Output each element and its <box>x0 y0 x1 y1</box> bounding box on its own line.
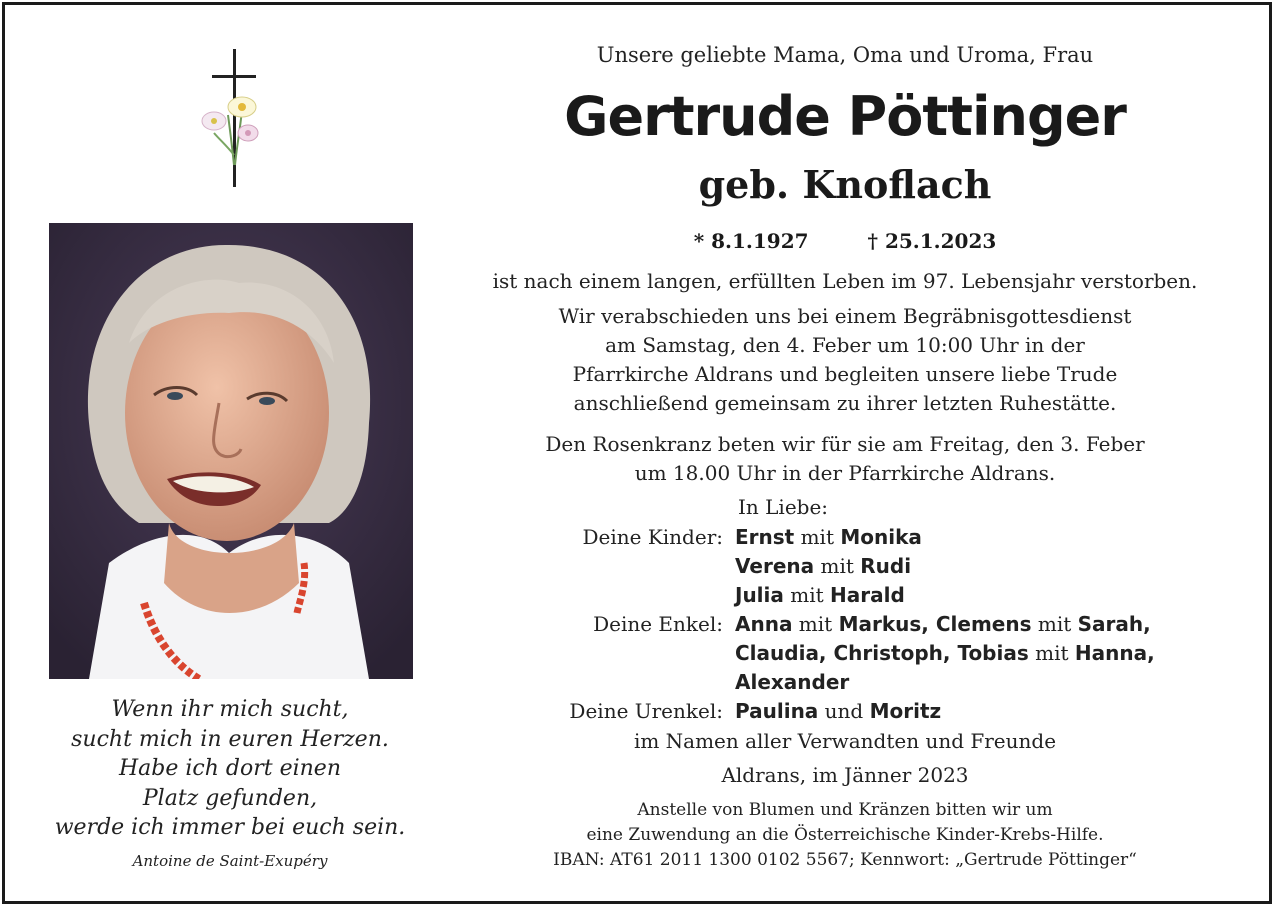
family-row <box>455 610 1235 639</box>
family-names: Anna mit Markus, Clemens mit Sarah, <box>735 612 1151 636</box>
family-names: Alexander <box>735 670 850 694</box>
urenkel-label: Deine Urenkel: <box>569 699 723 723</box>
donation-line: IBAN: AT61 2011 1300 0102 5567; Kennwort: „Gertrude Pöttinger“ <box>553 850 1137 870</box>
rosary-line: um 18.00 Uhr in der Pfarrkirche Aldrans. <box>634 461 1056 485</box>
quote-line: Habe ich dort einen <box>118 756 341 781</box>
family-names: Ernst mit Monika <box>735 525 922 549</box>
donation-line: Anstelle von Blumen und Kränzen bitten wir um <box>637 800 1053 820</box>
age-line: ist nach einem langen, erfüllten Leben im 97. Lebensjahr verstorben. <box>492 269 1198 293</box>
deceased-name: Gertrude Pöttinger <box>564 85 1126 148</box>
family-row <box>455 581 1235 610</box>
family-list <box>455 523 1235 726</box>
quote-line: Platz gefunden, <box>142 785 318 811</box>
quote-line: Wenn ihr mich sucht, <box>111 697 349 722</box>
family-names: Verena mit Rudi <box>735 554 912 578</box>
cross-with-flowers-icon <box>190 45 280 195</box>
obituary-frame <box>2 2 1272 904</box>
family-row <box>455 639 1235 668</box>
enkel-label: Deine Enkel: <box>593 612 723 636</box>
place-date: Aldrans, im Jänner 2023 <box>721 763 969 787</box>
donation-note <box>455 798 1235 873</box>
quote-line: werde ich immer bei euch sein. <box>54 815 406 840</box>
family-row <box>455 668 1235 697</box>
quote-line: sucht mich in euren Herzen. <box>71 726 389 752</box>
funeral-line: anschließend gemeinsam zu ihrer letzten Ruhestätte. <box>573 391 1117 415</box>
kinder-label: Deine Kinder: <box>582 525 723 549</box>
funeral-line: Wir verabschieden uns bei einem Begräbnisgottesdienst <box>558 304 1132 328</box>
quote-author: Antoine de Saint-Exupéry <box>132 851 328 870</box>
rosary-line: Den Rosenkranz beten wir für sie am Freitag, den 3. Feber <box>545 432 1145 456</box>
birth-date: * 8.1.1927 <box>693 229 809 253</box>
portrait-photo <box>49 223 413 679</box>
maiden-name: geb. Knoflach <box>698 162 992 207</box>
rosary-paragraph <box>455 430 1235 488</box>
family-row <box>455 697 1235 726</box>
memorial-quote <box>35 695 425 871</box>
funeral-line: am Samstag, den 4. Feber um 10:00 Uhr in der <box>605 333 1085 357</box>
family-names: Julia mit Harald <box>735 583 905 607</box>
death-date: † 25.1.2023 <box>867 229 997 253</box>
intro-line: Unsere geliebte Mama, Oma und Uroma, Frau <box>596 43 1094 67</box>
family-row <box>455 552 1235 581</box>
donation-line: eine Zuwendung an die Österreichische Kinder-Krebs-Hilfe. <box>586 825 1104 845</box>
family-names: Paulina und Moritz <box>735 699 942 723</box>
family-row <box>455 523 1235 552</box>
in-love-label: In Liebe: <box>738 495 829 519</box>
funeral-line: Pfarrkirche Aldrans und begleiten unsere liebe Trude <box>572 362 1118 386</box>
family-names: Claudia, Christoph, Tobias mit Hanna, <box>735 641 1155 665</box>
life-dates <box>455 229 1235 253</box>
funeral-paragraph <box>455 302 1235 418</box>
closing-line: im Namen aller Verwandten und Freunde <box>633 729 1057 753</box>
